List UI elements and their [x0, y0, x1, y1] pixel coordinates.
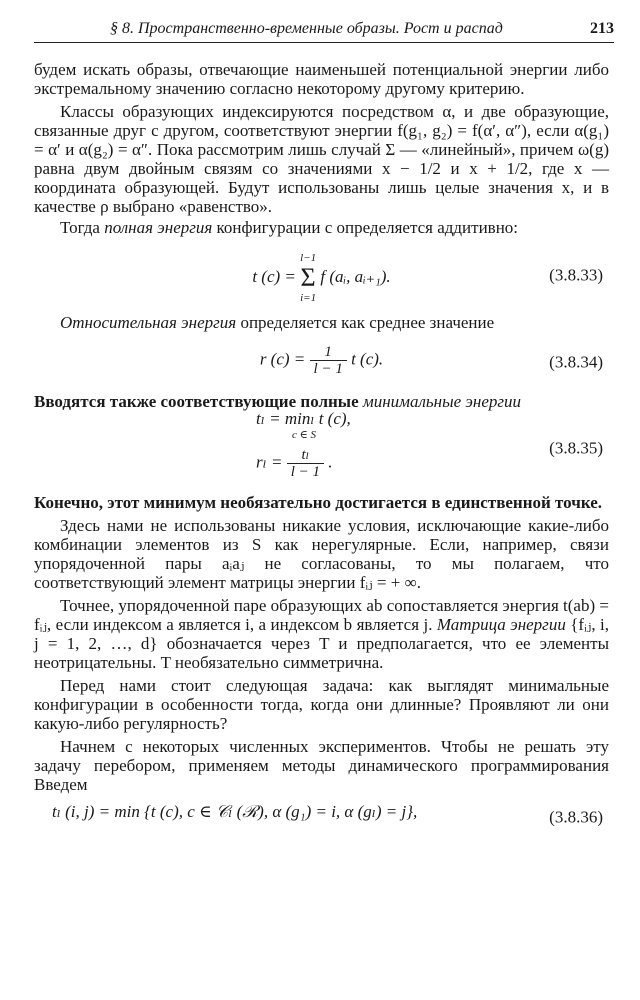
eq34-numerator: 1 — [310, 344, 347, 361]
eq36-number: (3.8.36) — [549, 807, 603, 827]
term-full-energy: полная энергия — [104, 218, 213, 237]
eq35-under-text: c ∈ S — [292, 429, 317, 441]
running-title: § 8. Пространственно-временные образы. Рост и распад — [110, 20, 503, 37]
equation-3-8-34 — [34, 340, 609, 384]
eq34-number: (3.8.34) — [549, 352, 603, 372]
eq35-fraction — [287, 447, 324, 480]
paragraph-1: будем искать образы, отвечающие наименьшей потенциальной энергии либо экстремальному значению согласно некоторому другому критерию. — [34, 60, 609, 98]
eq34-rhs: t (c). — [351, 349, 384, 369]
eq33-upper-limit: l−1 — [300, 252, 317, 264]
eq33-sum — [300, 251, 316, 305]
equation-3-8-36 — [34, 802, 609, 832]
eq35-line2-lhs: rₗ = — [256, 452, 287, 472]
paragraph-2: Классы образующих индексируются посредством α, и две образующие, связанные друг с другом, соответствуют энергии f(g₁, g₂) = f(α′, α″), если α(g₁) = α′ и α(g₂) = α″. Пока рассмотрим лишь случай Σ — «линейный», причем ω(g) равна двум двойным связям со значениями x − 1/2 и x + 1/2, где x — координата образующей. Будут использованы лишь целые значения x, и в качестве ρ выбрано «равенство». — [34, 102, 609, 216]
eq35-denominator: l − 1 — [290, 464, 321, 480]
page-number: 213 — [590, 20, 614, 37]
paragraph-7: Здесь нами не использованы никакие условия, исключающие какие-либо комбинации элементов из S как нерегулярные. Если, например, связи упорядоченной пары aᵢaⱼ не согласованы, то мы полагаем, что соответствующий элемент матрицы энергии fᵢⱼ = + ∞. — [34, 516, 609, 592]
paragraph-5-lead: Вводятся также соответствующие полные — [34, 392, 363, 411]
paragraph-10: Начнем с некоторых численных экспериментов. Чтобы не решать эту задачу перебором, применяем методы динамического программирования Введем — [34, 737, 609, 794]
eq33-lower-limit: i=1 — [300, 292, 317, 304]
equation-3-8-33 — [34, 245, 609, 305]
eq34-denominator: l − 1 — [313, 361, 343, 377]
paragraph-3-lead: Тогда — [60, 218, 105, 237]
term-relative-energy: Относительная энергия — [60, 313, 237, 332]
eq33-number: (3.8.33) — [549, 265, 603, 285]
equation-3-8-35 — [34, 411, 609, 485]
paragraph-8-tail: {fᵢⱼ, i, j = 1, 2, …, d} обозначается через T и предполагается, что ее элементы неотрицательны. T необязательно симметрична. — [34, 615, 609, 672]
eq34-fraction — [310, 344, 347, 377]
eq35-line1-expr: tₗ = minₗ t (c), — [256, 409, 351, 428]
paragraph-9: Перед нами стоит следующая задача: как выглядят минимальные конфигурации в особенности тогда, когда они длинные? Проявляют ли они какую-либо регулярность? — [34, 676, 609, 733]
paragraph-3-tail: конфигурации c определяется аддитивно: — [212, 218, 519, 237]
paragraph-6: Конечно, этот минимум необязательно достигается в единственной точке. — [34, 493, 602, 512]
eq34-lhs: r (c) = — [259, 349, 310, 369]
paragraph-4-tail: определяется как среднее значение — [236, 313, 495, 332]
eq33-lhs: t (c) = — [252, 266, 301, 286]
eq33-sigma: Σ — [300, 263, 316, 292]
page-header — [34, 18, 614, 43]
paragraph-8 — [34, 596, 609, 672]
eq36-expr: tₗ (i, j) = min {t (c), c ∈ 𝒞ₗ (ℛ), α (g₁) = i, α (gₗ) = j}, — [52, 802, 418, 821]
page-body — [34, 60, 609, 840]
paragraph-4 — [34, 313, 609, 332]
term-min-energies: минимальные энергии — [362, 392, 522, 411]
paragraph-8-lead: Точнее, упорядоченной паре образующих ab сопоставляется энергия t(ab) = fᵢⱼ, если индексом a является i, а индексом b является j. — [34, 596, 609, 634]
paragraph-3 — [34, 218, 609, 237]
eq35-numerator: tₗ — [287, 447, 324, 464]
eq35-line2-rhs: . — [328, 452, 333, 472]
eq33-rhs: f (aᵢ, aᵢ₊₁). — [320, 266, 391, 286]
eq35-number: (3.8.35) — [549, 438, 603, 458]
eq35-line-1 — [256, 411, 609, 427]
term-energy-matrix: Матрица энергии — [436, 615, 566, 634]
